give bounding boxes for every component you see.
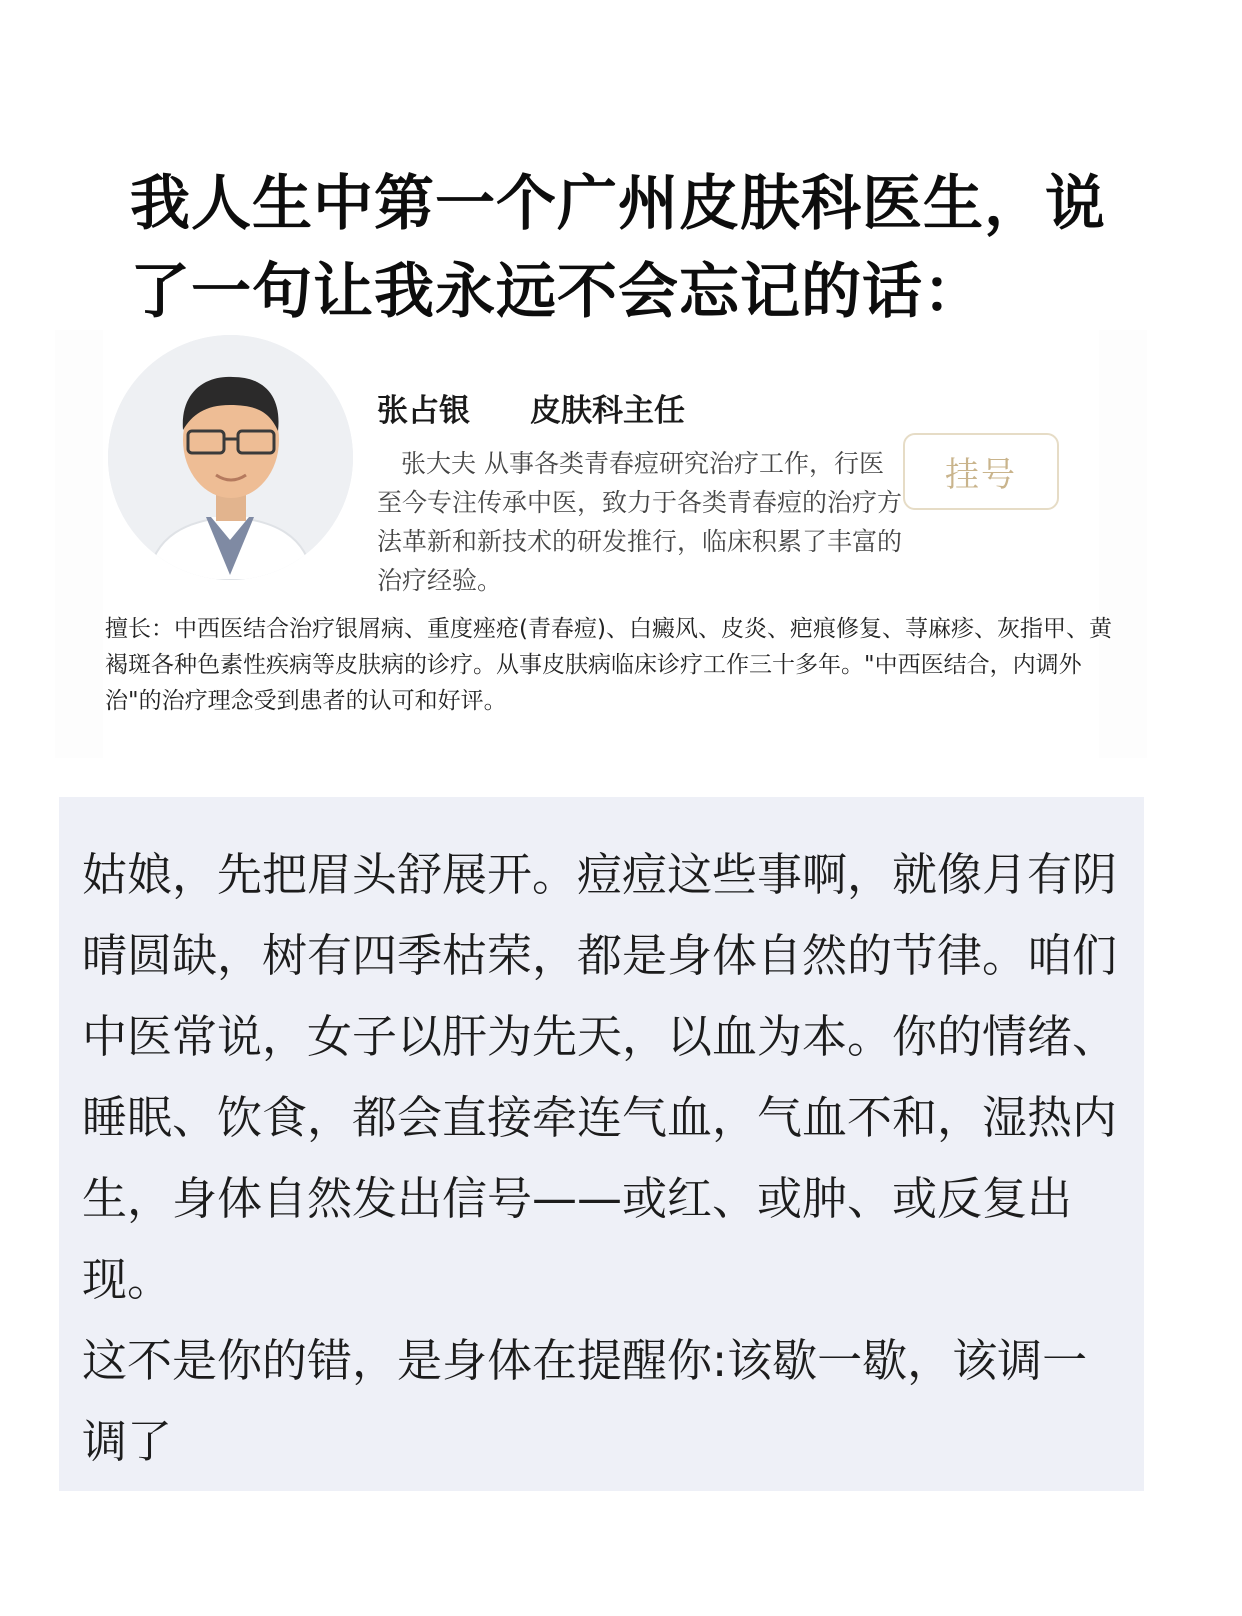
quote-text xyxy=(82,834,1127,1482)
headline: 我人生中第一个广州皮肤科医生，说了一句让我永远不会忘记的话： xyxy=(130,169,1106,327)
quote-paragraph-1: 姑娘，先把眉头舒展开。痘痘这些事啊，就像月有阴晴圆缺，树有四季枯荣，都是身体自然的节律。咱们中医常说，女子以肝为先天，以血为本。你的情绪、睡眠、饮食，都会直接牵连气血，气血不和，湿热内生，身体自然发出信号——或红、或肿、或反复出现。 xyxy=(82,848,1118,1306)
doctor-name: 张占银 xyxy=(377,393,470,429)
doctor-avatar xyxy=(108,335,353,580)
register-button[interactable]: 挂号 xyxy=(903,433,1059,510)
doctor-intro: 张大夫 从事各类青春痘研究治疗工作，行医至今专注传承中医，致力于各类青春痘的治疗方法革新和新技术的研发推行，临床积累了丰富的治疗经验。 xyxy=(377,449,903,595)
doctor-title: 皮肤科主任 xyxy=(530,393,685,429)
doctor-specialty: 擅长：中西医结合治疗银屑病、重度痤疮(青春痘)、白癜风、皮炎、疤痕修复、荨麻疹、灰指甲、黄褐斑各种色素性疾病等皮肤病的诊疗。从事皮肤病临床诊疗工作三十多年。"中西医结合，内调外治"的治疗理念受到患者的认可和好评。 xyxy=(105,616,1112,714)
doctor-portrait-icon xyxy=(108,335,353,580)
quote-paragraph-2: 这不是你的错，是身体在提醒你:该歇一歇，该调一调了 xyxy=(82,1334,1088,1468)
